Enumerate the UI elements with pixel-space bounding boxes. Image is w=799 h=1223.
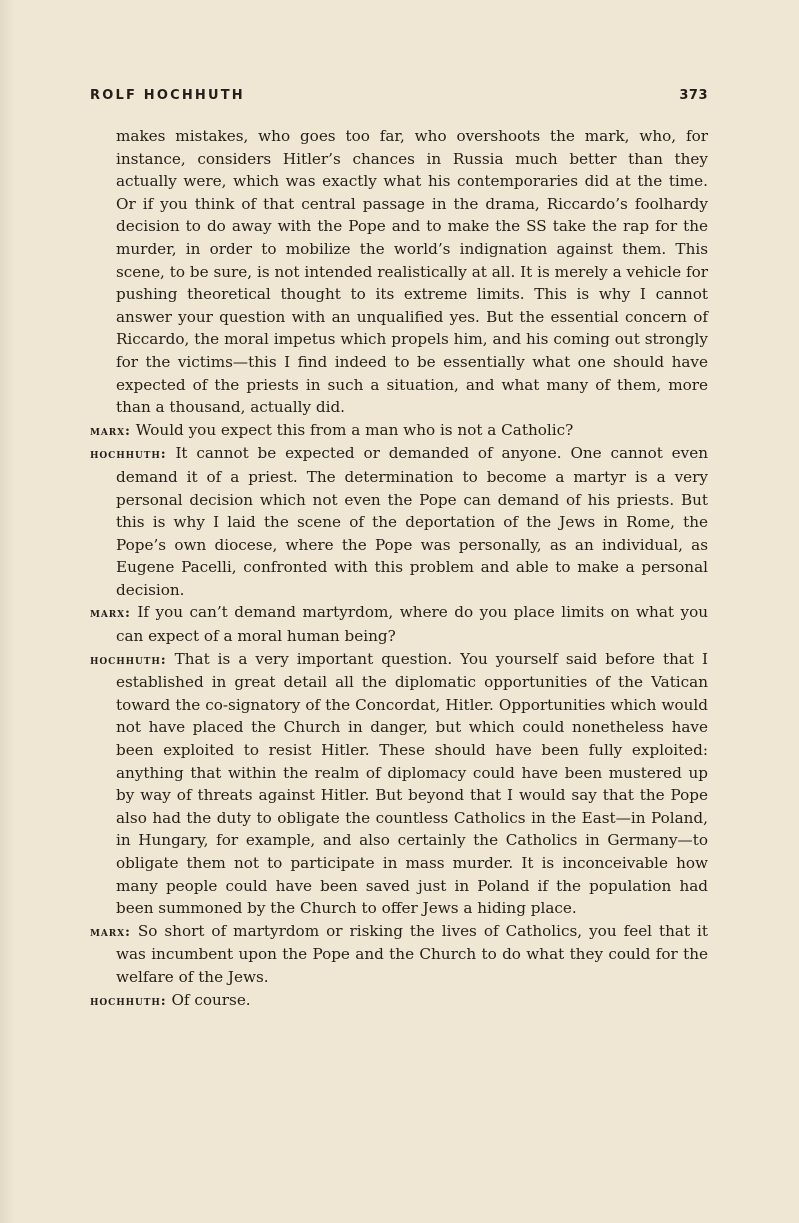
speaker-label: hochhuth:	[90, 992, 167, 1009]
body-text	[90, 125, 708, 1012]
dialogue-turn	[90, 648, 708, 920]
speaker-label: marx:	[90, 605, 131, 622]
dialogue-turn	[90, 419, 708, 443]
dialogue-text: Of course.	[171, 990, 251, 1009]
dialogue-turn	[90, 442, 708, 601]
dialogue-text: It cannot be expected or demanded of anyone. One cannot even demand it of a priest. The determination to become a martyr is a very personal decision which not even the Pope can demand of his priests. But this is why I laid the scene of the deportation of the Jews in Rome, the Pope’s own diocese, where the Pope was personally, as an individual, as Eugene Pacelli, confronted with this problem and able to make a personal decision.	[116, 444, 708, 599]
dialogue-turn	[90, 920, 708, 989]
dialogue-turn	[90, 601, 708, 647]
dialogue-text: Would you expect this from a man who is not a Catholic?	[135, 420, 574, 439]
continuation-paragraph: makes mistakes, who goes too far, who overshoots the mark, who, for instance, considers Hitler’s chances in Russia much better than they actually were, which was exactly what his contemporaries did at the time. Or if you think of that central passage in the drama, Riccardo’s foolhardy decision to do away with the Pope and to make the SS take the rap for the murder, in order to mobilize the world’s indignation against them. This scene, to be sure, is not intended realistically at all. It is merely a vehicle for pushing theoretical thought to its extreme limits. This is why I cannot answer your question with an unqualified yes. But the essential concern of Riccardo, the moral impetus which propels him, and his coming out strongly for the victims—this I find indeed to be essentially what one should have expected of the priests in such a situation, and what many of them, more than a thousand, actually did.	[116, 127, 708, 417]
running-head-author: ROLF HOCHHUTH	[90, 88, 245, 103]
dialogue-text: So short of martyrdom or risking the lives of Catholics, you feel that it was incumbent upon the Pope and the Church to do what they could for the welfare of the Jews.	[116, 921, 708, 986]
dialogue-text: If you can’t demand martyrdom, where do you place limits on what you can expect of a moral human being?	[116, 603, 709, 646]
running-head	[90, 88, 708, 108]
speaker-label: hochhuth:	[90, 651, 167, 668]
dialogue-turn	[90, 989, 708, 1013]
speaker-label: marx:	[90, 422, 131, 439]
speaker-label: hochhuth:	[90, 446, 167, 463]
dialogue-text: That is a very important question. You yourself said before that I established in great detail all the diplomatic opportunities of the Vatican toward the co-signatory of the Concordat, Hitler. Opportunities which would not have placed the Church in danger, but which could nonetheless have been exploited to resist Hitler. These should have been fully exploited: anything that within the realm of diplomacy could have been mustered up by way of threats against Hitler. But beyond that I would say that the Pope also had the duty to obligate the countless Catholics in the East—in Poland, in Hungary, for example, and also certainly the Catholics in Germany—to obligate them not to participate in mass murder. It is inconceivable how many people could have been saved just in Poland if the population had been summoned by the Church to offer Jews a hiding place.	[116, 649, 709, 918]
page-number: 373	[679, 88, 708, 103]
speaker-label: marx:	[90, 923, 131, 940]
